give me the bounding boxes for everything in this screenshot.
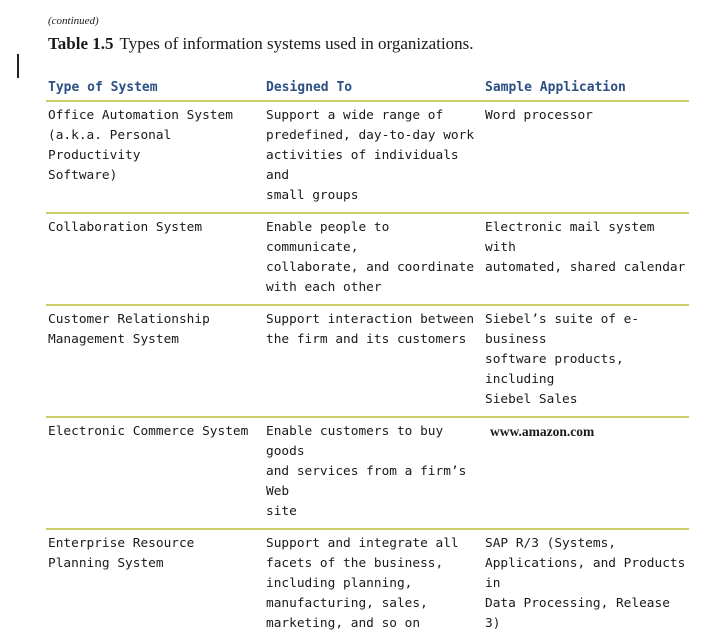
table-caption: Types of information systems used in organizations. xyxy=(119,34,474,53)
table-header xyxy=(46,74,689,102)
cell-type xyxy=(46,310,266,410)
cell-line: SAP R/3 (Systems, xyxy=(485,536,616,551)
website-link: www.amazon.com xyxy=(490,424,595,439)
table-title xyxy=(48,34,474,54)
cell-line: automated, shared calendar xyxy=(485,260,686,275)
cell-line: Electronic Commerce System xyxy=(48,424,249,439)
cell-line: the firm and its customers xyxy=(266,332,467,347)
table-row xyxy=(46,102,689,214)
cell-line: Planning System xyxy=(48,556,164,571)
cell-line: Support interaction between xyxy=(266,312,475,327)
cell-line: Support a wide range of xyxy=(266,108,444,123)
cell-designed xyxy=(266,534,485,634)
cell-line: collaborate, and coordinate xyxy=(266,260,475,275)
cell-line: activities of individuals and xyxy=(266,148,459,183)
header-designed-to: Designed To xyxy=(266,80,353,95)
cell-line: software products, including xyxy=(485,352,624,387)
cell-line: Enable people to communicate, xyxy=(266,220,390,255)
continued-note: (continued) xyxy=(48,15,99,27)
cell-line: Management System xyxy=(48,332,179,347)
text-cursor-bar xyxy=(17,54,19,78)
cell-type xyxy=(46,422,266,522)
header-sample-application: Sample Application xyxy=(485,80,626,95)
cell-line: with each other xyxy=(266,280,382,295)
table-row xyxy=(46,418,689,530)
cell-line: small groups xyxy=(266,188,359,203)
cell-line: Siebel’s suite of e-business xyxy=(485,312,640,347)
table-number: Table 1.5 xyxy=(48,34,114,53)
cell-line: Enable customers to buy goods xyxy=(266,424,444,459)
cell-line: Software) xyxy=(48,168,118,183)
cell-line: Electronic mail system with xyxy=(485,220,655,255)
cell-sample xyxy=(485,310,689,410)
systems-table xyxy=(46,74,689,640)
cell-line: Customer Relationship xyxy=(48,312,210,327)
cell-line: including planning, xyxy=(266,576,413,591)
cell-line: Collaboration System xyxy=(48,220,203,235)
table-row xyxy=(46,214,689,306)
cell-line: (a.k.a. Personal Productivity xyxy=(48,128,172,163)
cell-type xyxy=(46,534,266,634)
cell-line: Support and integrate all xyxy=(266,536,459,551)
table-row xyxy=(46,306,689,418)
cell-line: Word processor xyxy=(485,108,593,123)
cell-line: and services from a firm’s Web xyxy=(266,464,467,499)
table-row xyxy=(46,530,689,640)
cell-sample xyxy=(485,422,689,522)
cell-line: Enterprise Resource xyxy=(48,536,195,551)
cell-line: Data Processing, Release 3) xyxy=(485,596,670,631)
cell-type xyxy=(46,218,266,298)
cell-designed xyxy=(266,422,485,522)
cell-line: facets of the business, xyxy=(266,556,444,571)
cell-sample xyxy=(485,106,689,206)
cell-type xyxy=(46,106,266,206)
header-type-of-system: Type of System xyxy=(48,80,158,95)
cell-line: Siebel Sales xyxy=(485,392,578,407)
cell-line: Office Automation System xyxy=(48,108,233,123)
cell-line: Applications, and Products in xyxy=(485,556,686,591)
cell-line: manufacturing, sales, xyxy=(266,596,428,611)
cell-sample xyxy=(485,534,689,634)
cell-designed xyxy=(266,218,485,298)
cell-line: predefined, day-to-day work xyxy=(266,128,475,143)
cell-designed xyxy=(266,310,485,410)
cell-designed xyxy=(266,106,485,206)
cell-line: marketing, and so on xyxy=(266,616,421,631)
cell-line: site xyxy=(266,504,297,519)
cell-sample xyxy=(485,218,689,298)
